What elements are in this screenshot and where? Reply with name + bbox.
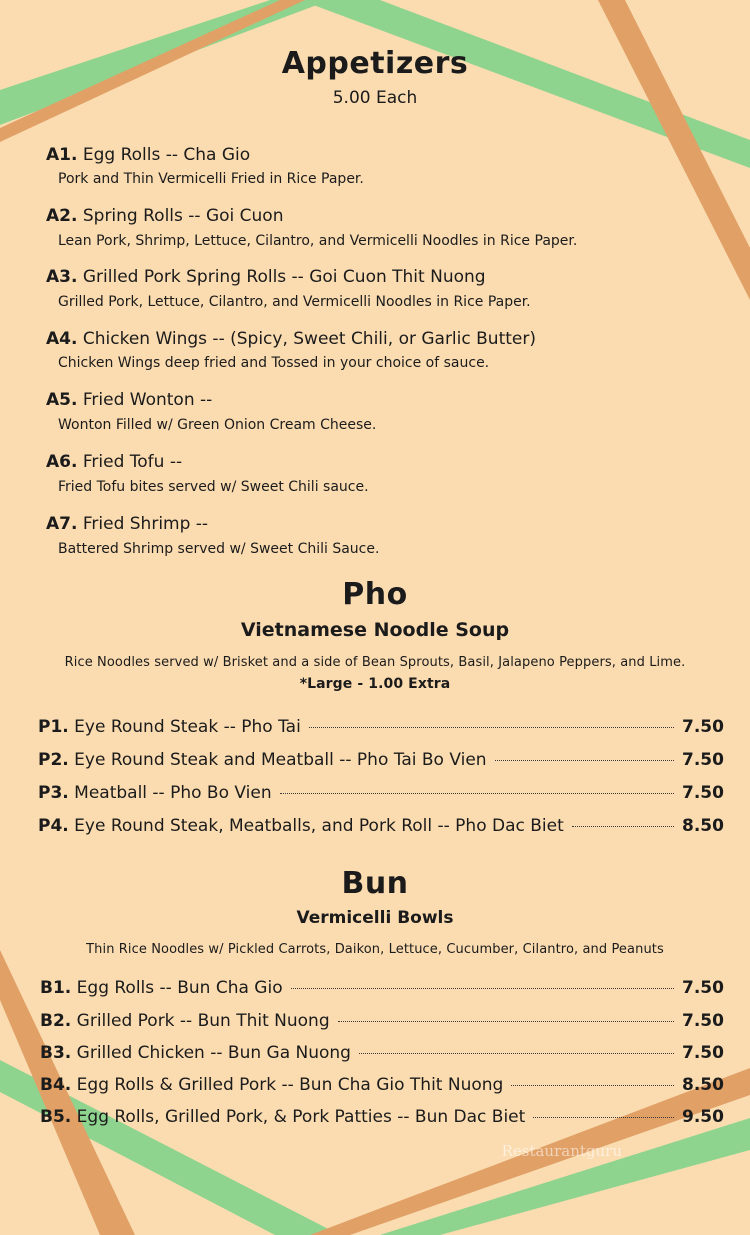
item-code: B2. (40, 1011, 72, 1031)
item-name: Grilled Pork Spring Rolls -- Goi Cuon Thit Nuong (82, 267, 486, 287)
bun-title: Bun (341, 866, 409, 901)
bun-note: Thin Rice Noodles w/ Pickled Carrots, Daikon, Lettuce, Cucumber, Cilantro, and Peanuts (86, 942, 664, 957)
pho-item-row (38, 750, 722, 770)
pho-item-row (38, 717, 722, 737)
pho-item-row (38, 816, 722, 836)
item-name: Fried Wonton -- (82, 390, 213, 410)
item-price: 7.50 (682, 978, 724, 998)
item-description: Lean Pork, Shrimp, Lettuce, Cilantro, and Vermicelli Noodles in Rice Paper. (58, 233, 578, 249)
pho-subtitle: Vietnamese Noodle Soup (240, 619, 510, 641)
dot-leader (495, 760, 674, 761)
item-name: Fried Tofu -- (82, 452, 183, 472)
item-code: P4. (38, 816, 69, 836)
bun-item-row (40, 978, 722, 998)
item-code: A4. (46, 329, 78, 349)
item-code: A7. (46, 514, 78, 534)
watermark: Restaurantguru (501, 1142, 622, 1160)
bun-subtitle: Vermicelli Bowls (296, 908, 454, 928)
item-name: Grilled Chicken -- Bun Ga Nuong (76, 1043, 351, 1063)
item-description: Battered Shrimp served w/ Sweet Chili Sauce. (58, 541, 380, 557)
dot-leader (359, 1053, 674, 1054)
dot-leader (309, 727, 674, 728)
pho-note: Rice Noodles served w/ Brisket and a side of Bean Sprouts, Basil, Jalapeno Peppers, and Lime. (64, 655, 686, 670)
item-price: 7.50 (682, 750, 724, 770)
item-price: 9.50 (682, 1107, 724, 1127)
bun-item-row (40, 1011, 722, 1031)
item-code: P2. (38, 750, 69, 770)
item-name: Chicken Wings -- (Spicy, Sweet Chili, or Garlic Butter) (82, 329, 536, 349)
dot-leader (533, 1117, 674, 1118)
dot-leader (572, 826, 674, 827)
item-description: Wonton Filled w/ Green Onion Cream Cheese. (58, 417, 377, 433)
item-name: Grilled Pork -- Bun Thit Nuong (76, 1011, 330, 1031)
item-code: A3. (46, 267, 78, 287)
item-code: P1. (38, 717, 69, 737)
item-code: A5. (46, 390, 78, 410)
item-price: 7.50 (682, 1011, 724, 1031)
item-description: Chicken Wings deep fried and Tossed in your choice of sauce. (58, 355, 490, 371)
item-code: B1. (40, 978, 72, 998)
item-name: Eye Round Steak -- Pho Tai (74, 717, 301, 737)
appetizers-title: Appetizers (281, 46, 469, 81)
item-price: 8.50 (682, 1075, 724, 1095)
item-name: Egg Rolls, Grilled Pork, & Pork Patties -- Bun Dac Biet (76, 1107, 526, 1127)
item-price: 7.50 (682, 717, 724, 737)
item-name: Egg Rolls -- Bun Cha Gio (76, 978, 283, 998)
item-name: Egg Rolls & Grilled Pork -- Bun Cha Gio Thit Nuong (76, 1075, 504, 1095)
dot-leader (280, 793, 674, 794)
item-code: B3. (40, 1043, 72, 1063)
dot-leader (338, 1021, 674, 1022)
dot-leader (511, 1085, 674, 1086)
item-code: B4. (40, 1075, 72, 1095)
item-name: Fried Shrimp -- (82, 514, 209, 534)
item-name: Spring Rolls -- Goi Cuon (82, 206, 284, 226)
item-description: Grilled Pork, Lettuce, Cilantro, and Vermicelli Noodles in Rice Paper. (58, 294, 531, 310)
pho-large-extra: *Large - 1.00 Extra (299, 676, 451, 692)
item-code: B5. (40, 1107, 72, 1127)
item-name: Eye Round Steak, Meatballs, and Pork Roll -- Pho Dac Biet (74, 816, 564, 836)
pho-title: Pho (342, 577, 408, 612)
item-description: Pork and Thin Vermicelli Fried in Rice Paper. (58, 171, 364, 187)
bun-item-row (40, 1075, 722, 1095)
item-price: 7.50 (682, 783, 724, 803)
dot-leader (291, 988, 674, 989)
item-name: Egg Rolls -- Cha Gio (82, 145, 251, 165)
bun-item-row (40, 1107, 722, 1127)
item-code: P3. (38, 783, 69, 803)
item-name: Meatball -- Pho Bo Vien (74, 783, 272, 803)
item-price: 8.50 (682, 816, 724, 836)
appetizers-subtitle: 5.00 Each (332, 88, 418, 108)
item-name: Eye Round Steak and Meatball -- Pho Tai Bo Vien (74, 750, 487, 770)
item-description: Fried Tofu bites served w/ Sweet Chili sauce. (58, 479, 369, 495)
item-code: A2. (46, 206, 78, 226)
item-price: 7.50 (682, 1043, 724, 1063)
bun-item-row (40, 1043, 722, 1063)
pho-item-row (38, 783, 722, 803)
item-code: A1. (46, 145, 78, 165)
item-code: A6. (46, 452, 78, 472)
